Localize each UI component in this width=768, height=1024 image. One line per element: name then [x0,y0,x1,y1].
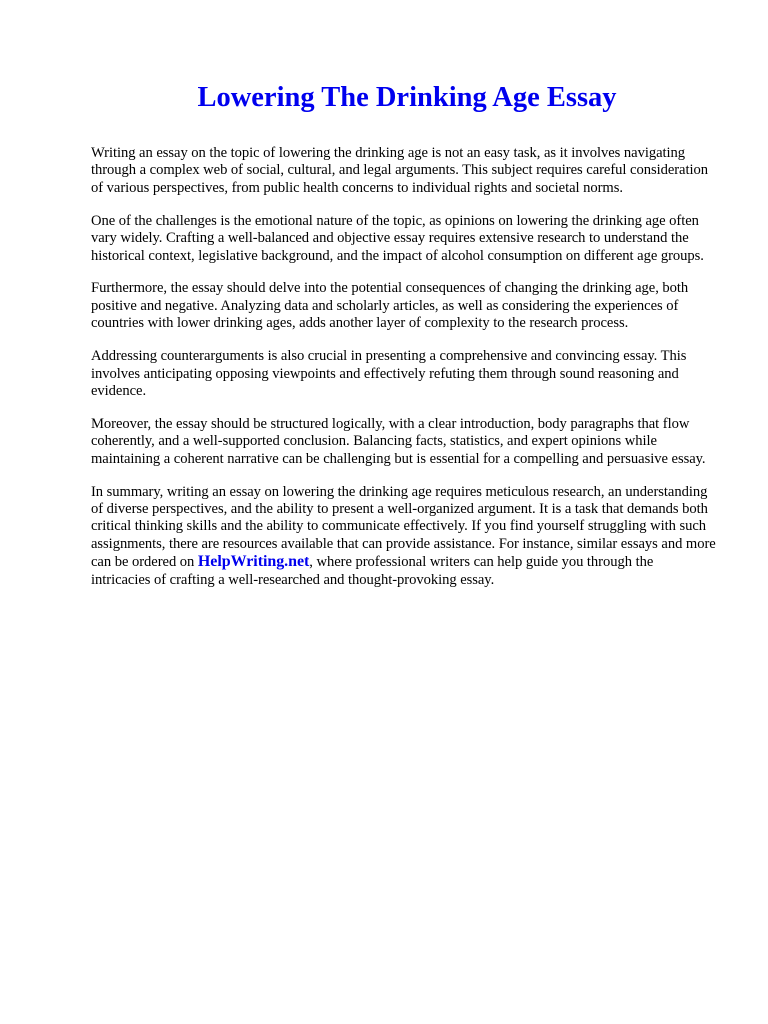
paragraph-6 [91,484,716,589]
paragraph-4: Addressing counterarguments is also crucial in presenting a comprehensive and convincing essay. This involves anticipating opposing viewpoints and effectively refuting them through sound reasoning and evidence. [91,348,687,399]
document-body [91,145,716,605]
paragraph-6-text-start: In summary, writing an essay on lowering the drinking age requires meticulous research, an understanding of diverse perspectives, and the ability to present a well-organized argument. It is a task that demands both critical thinking skills and the ability to communicate effectively. If you find yourself struggling with such assignments, there are resources available that can provide assistance. For instance, similar essays and more can be ordered on [91,483,716,571]
paragraph-5: Moreover, the essay should be structured logically, with a clear introduction, body paragraphs that flow coherently, and a well-supported conclusion. Balancing facts, statistics, and expert opinions while maintaining a coherent narrative can be challenging but is essential for a compelling and persuasive essay. [91,415,706,467]
helpwriting-link[interactable]: HelpWriting.net [197,553,310,571]
document-title: Lowering The Drinking Age Essay [197,82,617,113]
paragraph-2: One of the challenges is the emotional nature of the topic, as opinions on lowering the drinking age often vary widely. Crafting a well-balanced and objective essay requires extensive research to understand the historical context, legislative background, and the impact of alcohol consumption on different age groups. [91,212,704,264]
paragraph-6-text-end: , where professional writers can help guide you through the intricacies of crafting a well-researched and thought-provoking essay. [91,554,654,588]
paragraph-1: Writing an essay on the topic of lowering the drinking age is not an easy task, as it involves navigating through a complex web of social, cultural, and legal arguments. This subject requires careful consideration of various perspectives, from public health concerns to individual rights and societal norms. [91,145,708,196]
paragraph-3: Furthermore, the essay should delve into the potential consequences of changing the drinking age, both positive and negative. Analyzing data and scholarly articles, as well as considering the experiences of countries with lower drinking ages, adds another layer of complexity to the research process. [91,280,689,332]
